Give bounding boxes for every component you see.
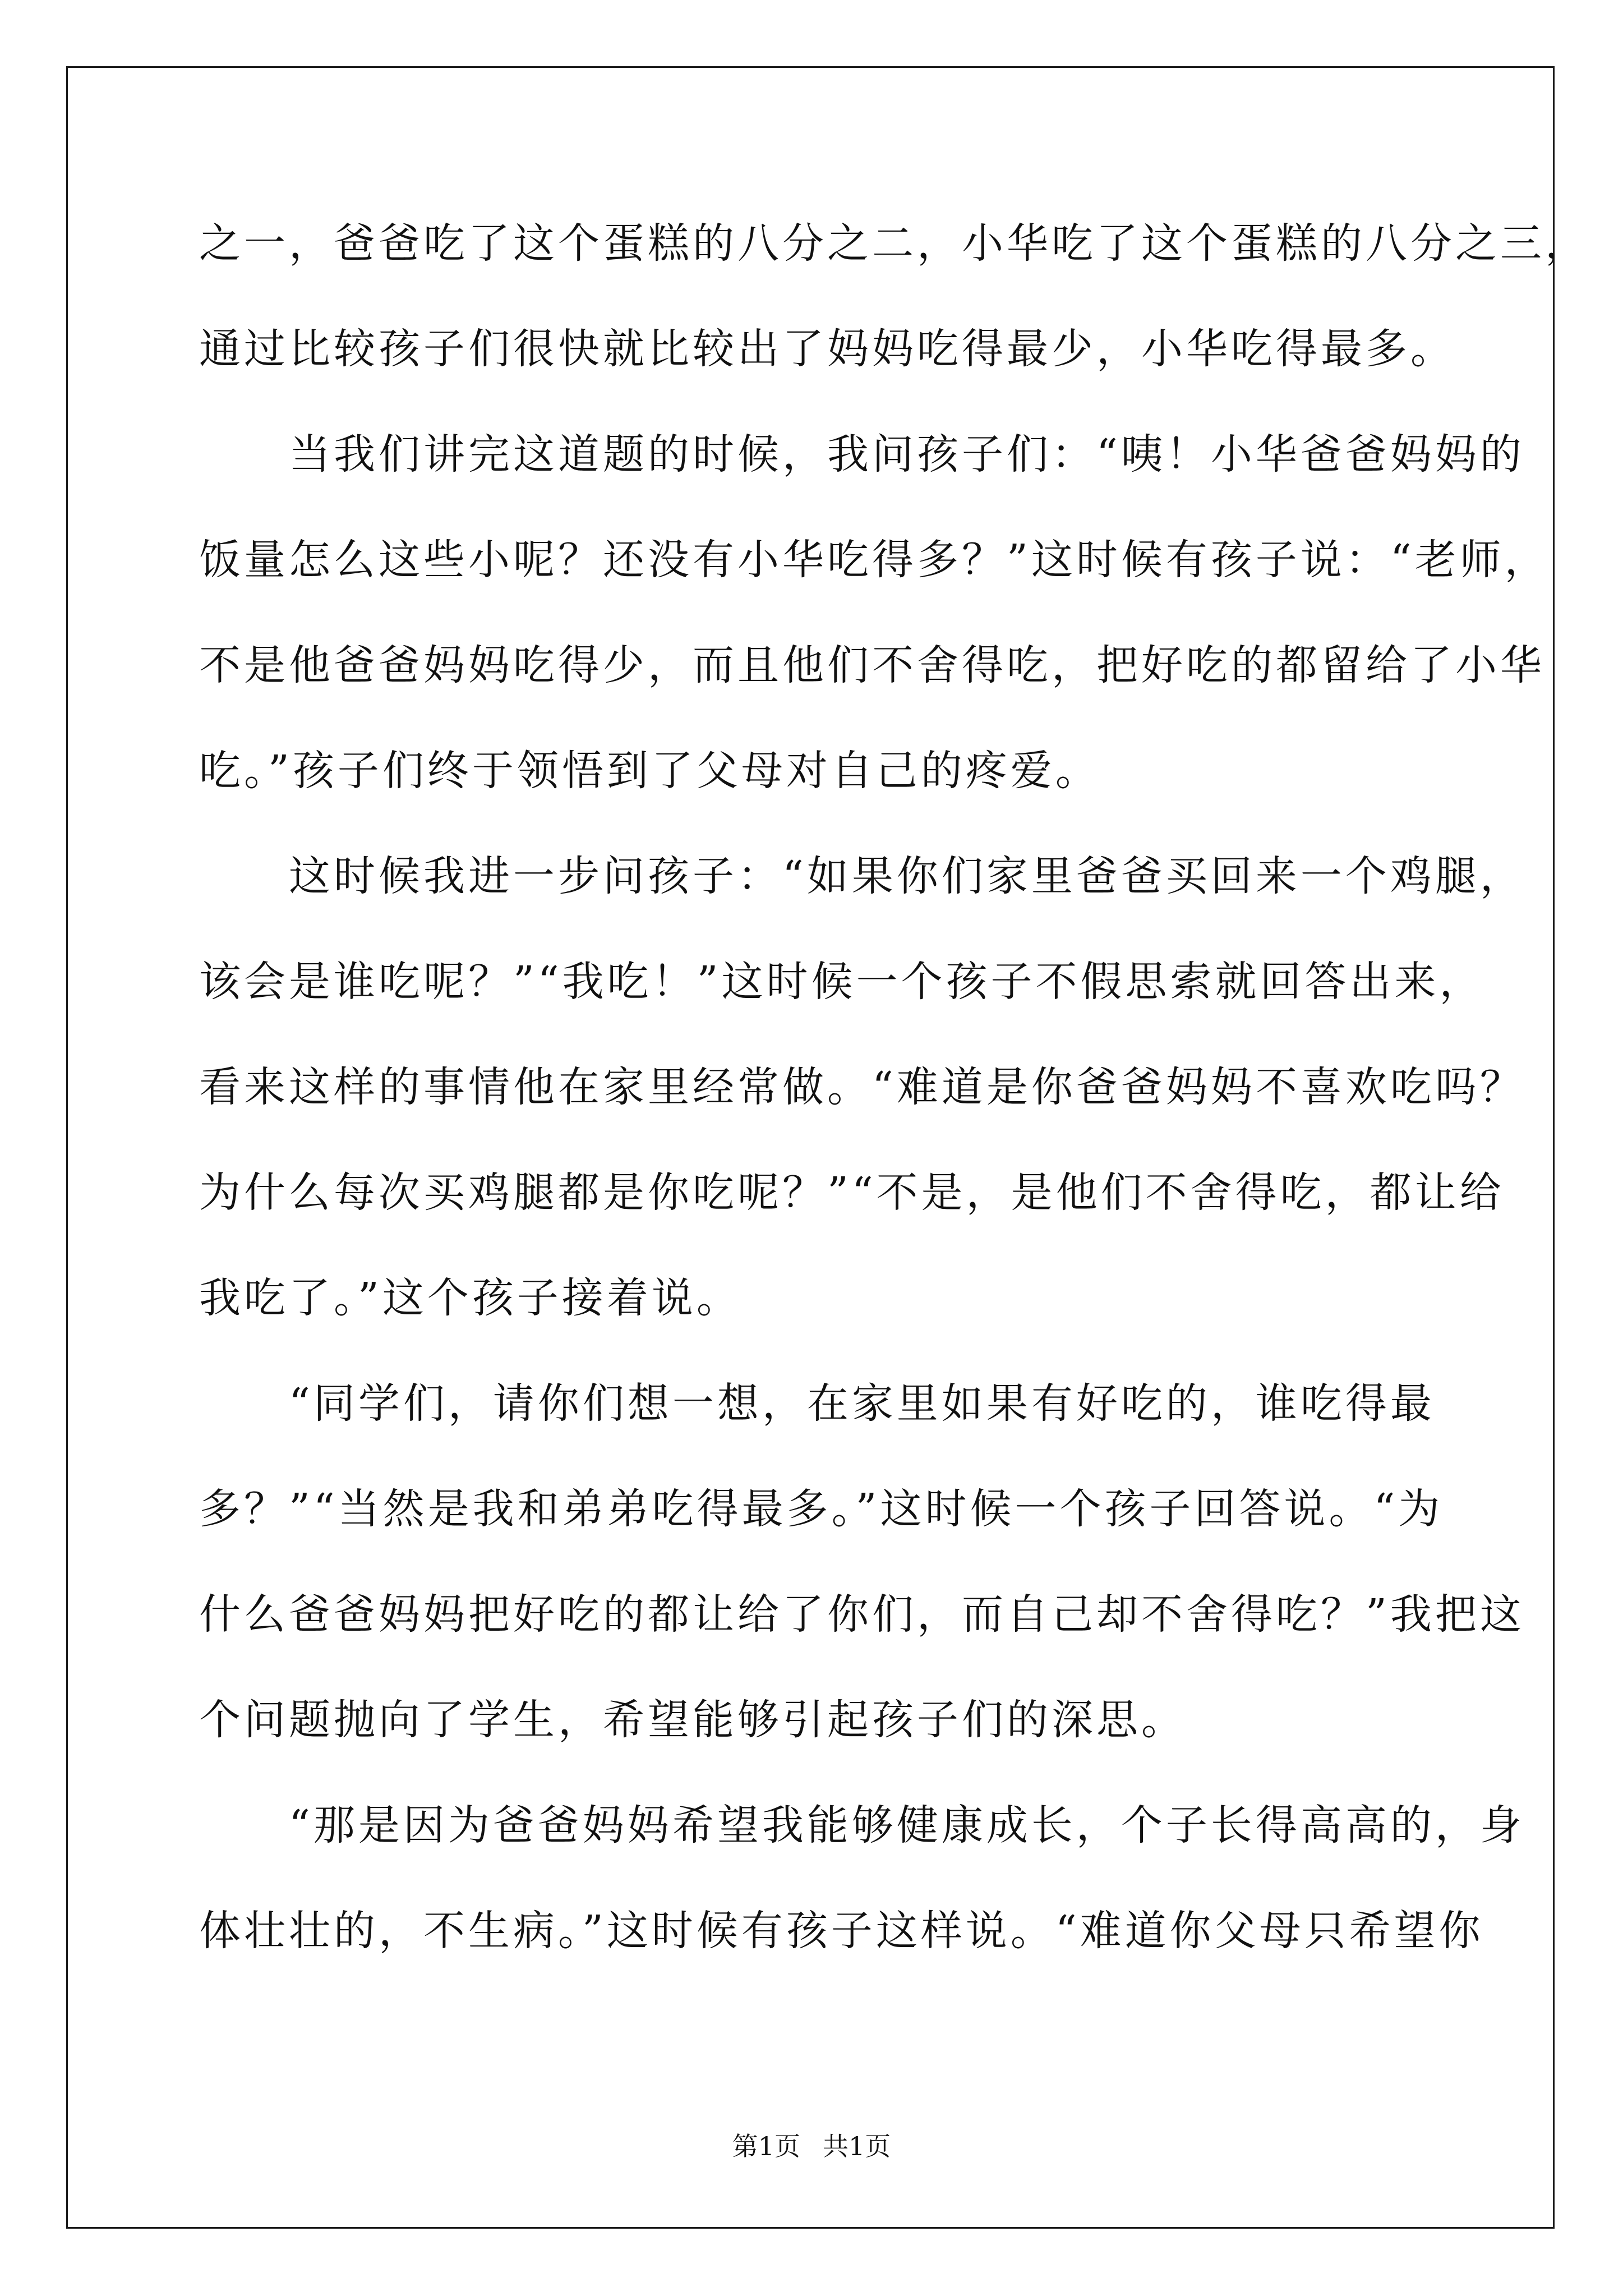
text-line: 什么爸爸妈妈把好吃的都让给了你们，而自己却不舍得吃？”我把这 <box>199 1590 1525 1639</box>
text-line: 之一，爸爸吃了这个蛋糕的八分之二，小华吃了这个蛋糕的八分之三， <box>199 219 1590 268</box>
text-line: 通过比较孩子们很快就比较出了妈妈吃得最少，小华吃得最多。 <box>199 325 1455 373</box>
document-body <box>199 191 1590 1984</box>
text-line: 体壮壮的，不生病。”这时候有孩子这样说。“难道你父母只希望你 <box>199 1907 1484 1955</box>
text-line: 多？”“当然是我和弟弟吃得最多。”这时候一个孩子回答说。“为 <box>199 1485 1444 1533</box>
text-line: 该会是谁吃呢？”“我吃！”这时候一个孩子不假思索就回答出来， <box>199 958 1484 1006</box>
text-line: 不是他爸爸妈妈吃得少，而且他们不舍得吃，把好吃的都留给了小华 <box>199 641 1545 689</box>
page-number: 第1页 <box>732 2131 800 2161</box>
text-line: 我吃了。”这个孩子接着说。 <box>199 1274 741 1322</box>
text-line: “那是因为爸爸妈妈希望我能够健康成长，个子长得高高的，身 <box>199 1801 1525 1849</box>
text-line: 吃。”孩子们终于领悟到了父母对自己的疼爱。 <box>199 747 1100 795</box>
text-line: 当我们讲完这道题的时候，我问孩子们：“咦！小华爸爸妈妈的 <box>199 430 1525 478</box>
text-line: 饭量怎么这些小呢？还没有小华吃得多？”这时候有孩子说：“老师， <box>199 536 1550 584</box>
page-total: 共1页 <box>823 2131 891 2161</box>
text-line: 这时候我进一步问孩子：“如果你们家里爸爸买回来一个鸡腿， <box>199 852 1525 900</box>
text-line: “同学们，请你们想一想，在家里如果有好吃的，谁吃得最 <box>199 1379 1435 1428</box>
text-line: 看来这样的事情他在家里经常做。“难道是你爸爸妈妈不喜欢吃吗？ <box>199 1063 1525 1111</box>
text-line: 个问题抛向了学生，希望能够引起孩子们的深思。 <box>199 1696 1186 1744</box>
text-line: 为什么每次买鸡腿都是你吃呢？”“不是，是他们不舍得吃，都让给 <box>199 1168 1505 1217</box>
page-footer <box>0 2126 1623 2163</box>
